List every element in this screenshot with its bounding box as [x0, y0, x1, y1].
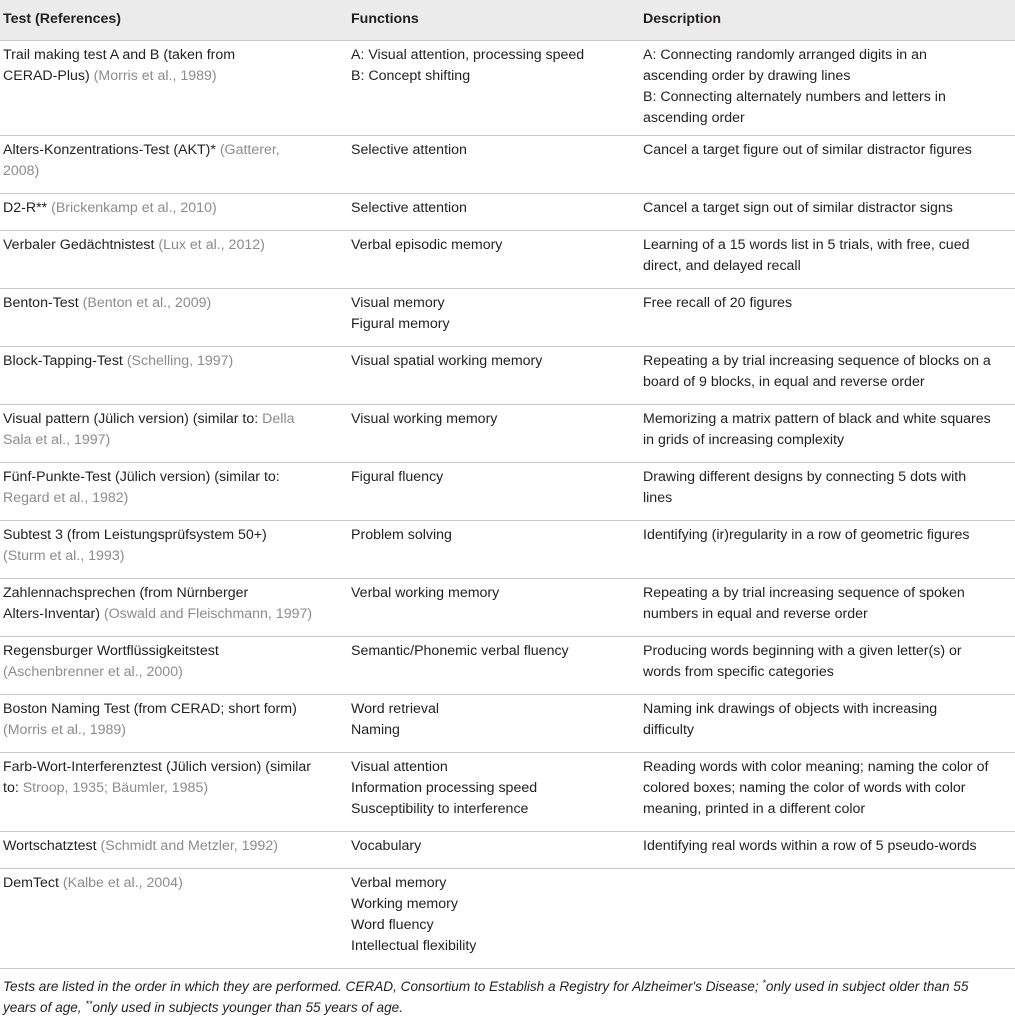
test-name: Benton-Test [3, 294, 83, 311]
cell-functions [348, 868, 640, 968]
test-name: CERAD-Plus) [3, 67, 94, 84]
description-line: ascending order [643, 109, 745, 126]
test-line [3, 778, 348, 799]
cell-functions [348, 636, 640, 694]
cell-functions [348, 831, 640, 868]
description-line: Naming ink drawings of objects with increasing [643, 700, 938, 717]
cell-description [640, 404, 1015, 462]
test-reference: (Kalbe et al., 2004) [62, 874, 183, 891]
function-line: Word retrieval [351, 700, 440, 717]
function-line: Visual attention [351, 758, 448, 775]
cell-test [0, 520, 348, 578]
cell-test [0, 462, 348, 520]
test-line [3, 488, 348, 509]
test-line [3, 140, 348, 161]
table-row [0, 694, 1015, 752]
caption-text: years of age, [3, 1000, 86, 1015]
test-name: D2-R** [3, 199, 52, 216]
test-name: Trail making test A and B (taken from [3, 46, 236, 63]
cell-description [640, 40, 1015, 135]
test-reference: Stroop, 1935; Bäumler, 1985) [22, 779, 209, 796]
function-line: Selective attention [351, 199, 467, 216]
cell-test [0, 752, 348, 831]
function-line: Intellectual flexibility [351, 937, 477, 954]
description-line: B: Connecting alternately numbers and letters in [643, 88, 946, 105]
test-name: Alters-Konzentrations-Test (AKT)* [3, 141, 220, 158]
test-reference: (Brickenkamp et al., 2010) [51, 199, 217, 216]
function-line: Visual working memory [351, 410, 498, 427]
cell-description [640, 230, 1015, 288]
test-reference: Della [262, 410, 295, 427]
table-row [0, 404, 1015, 462]
test-reference: (Morris et al., 1989) [93, 67, 217, 84]
test-name: Wortschatztest [3, 837, 101, 854]
test-name: Block-Tapping-Test [3, 352, 127, 369]
table-row [0, 462, 1015, 520]
cell-description [640, 288, 1015, 346]
test-name: Zahlennachsprechen (from Nürnberger [3, 584, 249, 601]
description-line: direct, and delayed recall [643, 257, 801, 274]
test-line [3, 66, 348, 87]
test-line [3, 873, 348, 894]
description-line: Reading words with color meaning; naming the color of [643, 758, 989, 775]
test-name: DemTect [3, 874, 63, 891]
function-line: Vocabulary [351, 837, 422, 854]
table-row [0, 40, 1015, 135]
table-row [0, 831, 1015, 868]
test-reference: Regard et al., 1982) [3, 489, 129, 506]
description-line: Free recall of 20 figures [643, 294, 793, 311]
table-caption [3, 976, 1011, 1018]
cell-test [0, 404, 348, 462]
cell-test [0, 868, 348, 968]
cell-test [0, 193, 348, 230]
test-line [3, 351, 348, 372]
cell-description [640, 578, 1015, 636]
cell-functions [348, 288, 640, 346]
cell-test [0, 694, 348, 752]
description-line: Repeating a by trial increasing sequence of spoken [643, 584, 965, 601]
table-row [0, 868, 1015, 968]
test-line [3, 662, 348, 683]
table-row [0, 520, 1015, 578]
description-line: numbers in equal and reverse order [643, 605, 868, 622]
function-line: Susceptibility to interference [351, 800, 529, 817]
cell-functions [348, 520, 640, 578]
table-row [0, 288, 1015, 346]
description-line: Cancel a target sign out of similar distractor signs [643, 199, 953, 216]
test-reference: 2008) [3, 162, 40, 179]
function-line: Verbal working memory [351, 584, 500, 601]
table-row [0, 193, 1015, 230]
header-description: Description [640, 0, 1015, 40]
cell-description [640, 636, 1015, 694]
description-line: lines [643, 489, 673, 506]
test-reference: (Benton et al., 2009) [82, 294, 212, 311]
caption-text: only used in subjects younger than 55 years of age. [92, 1000, 403, 1015]
test-line [3, 409, 348, 430]
function-line: Figural memory [351, 315, 450, 332]
cell-functions [348, 135, 640, 193]
test-line [3, 467, 348, 488]
table-row [0, 578, 1015, 636]
test-line [3, 836, 348, 857]
function-line: Information processing speed [351, 779, 538, 796]
cell-test [0, 40, 348, 135]
cell-functions [348, 230, 640, 288]
test-line [3, 641, 348, 662]
description-line: Drawing different designs by connecting 5 dots with [643, 468, 967, 485]
description-line: difficulty [643, 721, 694, 738]
test-reference: Sala et al., 1997) [3, 431, 111, 448]
function-line: Selective attention [351, 141, 467, 158]
cell-description [640, 135, 1015, 193]
cell-description [640, 752, 1015, 831]
description-line: in grids of increasing complexity [643, 431, 845, 448]
table-header-row [0, 0, 1015, 40]
table-row [0, 636, 1015, 694]
test-name: Verbaler Gedächtnistest [3, 236, 159, 253]
test-line [3, 604, 348, 625]
test-name: Boston Naming Test (from CERAD; short form) [3, 700, 297, 717]
test-line [3, 720, 348, 741]
description-line: colored boxes; naming the color of words with color [643, 779, 966, 796]
test-line [3, 525, 348, 546]
cell-functions [348, 404, 640, 462]
test-name: Fünf-Punkte-Test (Jülich version) (similar to: [3, 468, 280, 485]
test-name: Subtest 3 (from Leistungsprüfsystem 50+) [3, 526, 267, 543]
description-line: Cancel a target figure out of similar distractor figures [643, 141, 972, 158]
cell-functions [348, 752, 640, 831]
test-line [3, 293, 348, 314]
cell-test [0, 831, 348, 868]
description-line: Memorizing a matrix pattern of black and white squares [643, 410, 991, 427]
function-line: Naming [351, 721, 400, 738]
test-reference: (Morris et al., 1989) [3, 721, 126, 738]
function-line: Problem solving [351, 526, 452, 543]
test-line [3, 583, 348, 604]
table-row [0, 135, 1015, 193]
test-line [3, 161, 348, 182]
test-reference: (Gatterer, [219, 141, 280, 158]
description-line: A: Connecting randomly arranged digits in an [643, 46, 927, 63]
function-line: Figural fluency [351, 468, 444, 485]
cell-description [640, 694, 1015, 752]
cell-description [640, 520, 1015, 578]
cell-test [0, 230, 348, 288]
description-line: ascending order by drawing lines [643, 67, 851, 84]
cell-description [640, 193, 1015, 230]
test-name: Farb-Wort-Interferenztest (Jülich version) (similar [3, 758, 311, 775]
test-name: Visual pattern (Jülich version) (similar to: [3, 410, 263, 427]
description-line: meaning, printed in a different color [643, 800, 866, 817]
table-row [0, 752, 1015, 831]
description-line: Learning of a 15 words list in 5 trials, with free, cued [643, 236, 970, 253]
header-functions: Functions [348, 0, 640, 40]
table-body [0, 40, 1015, 968]
cell-functions [348, 694, 640, 752]
cell-test [0, 135, 348, 193]
test-line [3, 699, 348, 720]
function-line: Semantic/Phonemic verbal fluency [351, 642, 569, 659]
test-reference: (Schelling, 1997) [126, 352, 234, 369]
test-line [3, 198, 348, 219]
function-line: Verbal episodic memory [351, 236, 503, 253]
test-line [3, 235, 348, 256]
function-line: Working memory [351, 895, 458, 912]
test-line [3, 546, 348, 567]
table-row [0, 230, 1015, 288]
test-name: Alters-Inventar) [3, 605, 104, 622]
cell-description [640, 831, 1015, 868]
function-line: A: Visual attention, processing speed [351, 46, 585, 63]
cell-description [640, 868, 1015, 968]
table-row [0, 346, 1015, 404]
cell-functions [348, 462, 640, 520]
cell-test [0, 636, 348, 694]
description-line: words from specific categories [643, 663, 834, 680]
test-reference: (Sturm et al., 1993) [3, 547, 125, 564]
caption-text: only used in subject older than 55 [765, 979, 969, 994]
test-line [3, 757, 348, 778]
description-line: Repeating a by trial increasing sequence of blocks on a [643, 352, 991, 369]
cell-test [0, 346, 348, 404]
cell-test [0, 288, 348, 346]
cell-test [0, 578, 348, 636]
header-test: Test (References) [0, 0, 348, 40]
function-line: Visual spatial working memory [351, 352, 543, 369]
description-line: Identifying real words within a row of 5 pseudo-words [643, 837, 977, 854]
test-reference: (Aschenbrenner et al., 2000) [3, 663, 183, 680]
function-line: Visual memory [351, 294, 445, 311]
test-name: Regensburger Wortflüssigkeitstest [3, 642, 219, 659]
cell-functions [348, 40, 640, 135]
cell-description [640, 462, 1015, 520]
caption-footnote-marker: * [762, 978, 766, 988]
test-name: to: [3, 779, 23, 796]
description-line: Producing words beginning with a given letter(s) or [643, 642, 962, 659]
cell-functions [348, 193, 640, 230]
test-reference: (Lux et al., 2012) [158, 236, 265, 253]
cell-functions [348, 346, 640, 404]
caption-footnote-marker: ** [85, 999, 93, 1009]
function-line: Word fluency [351, 916, 434, 933]
function-line: Verbal memory [351, 874, 447, 891]
test-reference: (Oswald and Fleischmann, 1997) [103, 605, 313, 622]
description-line: board of 9 blocks, in equal and reverse order [643, 373, 925, 390]
test-reference: (Schmidt and Metzler, 1992) [100, 837, 278, 854]
description-line: Identifying (ir)regularity in a row of geometric figures [643, 526, 970, 543]
test-line [3, 45, 348, 66]
test-line [3, 430, 348, 451]
function-line: B: Concept shifting [351, 67, 471, 84]
cell-description [640, 346, 1015, 404]
cell-functions [348, 578, 640, 636]
caption-text: Tests are listed in the order in which they are performed. CERAD, Consortium to Establish a Registry for Alzheimer's Disease; [3, 979, 763, 994]
